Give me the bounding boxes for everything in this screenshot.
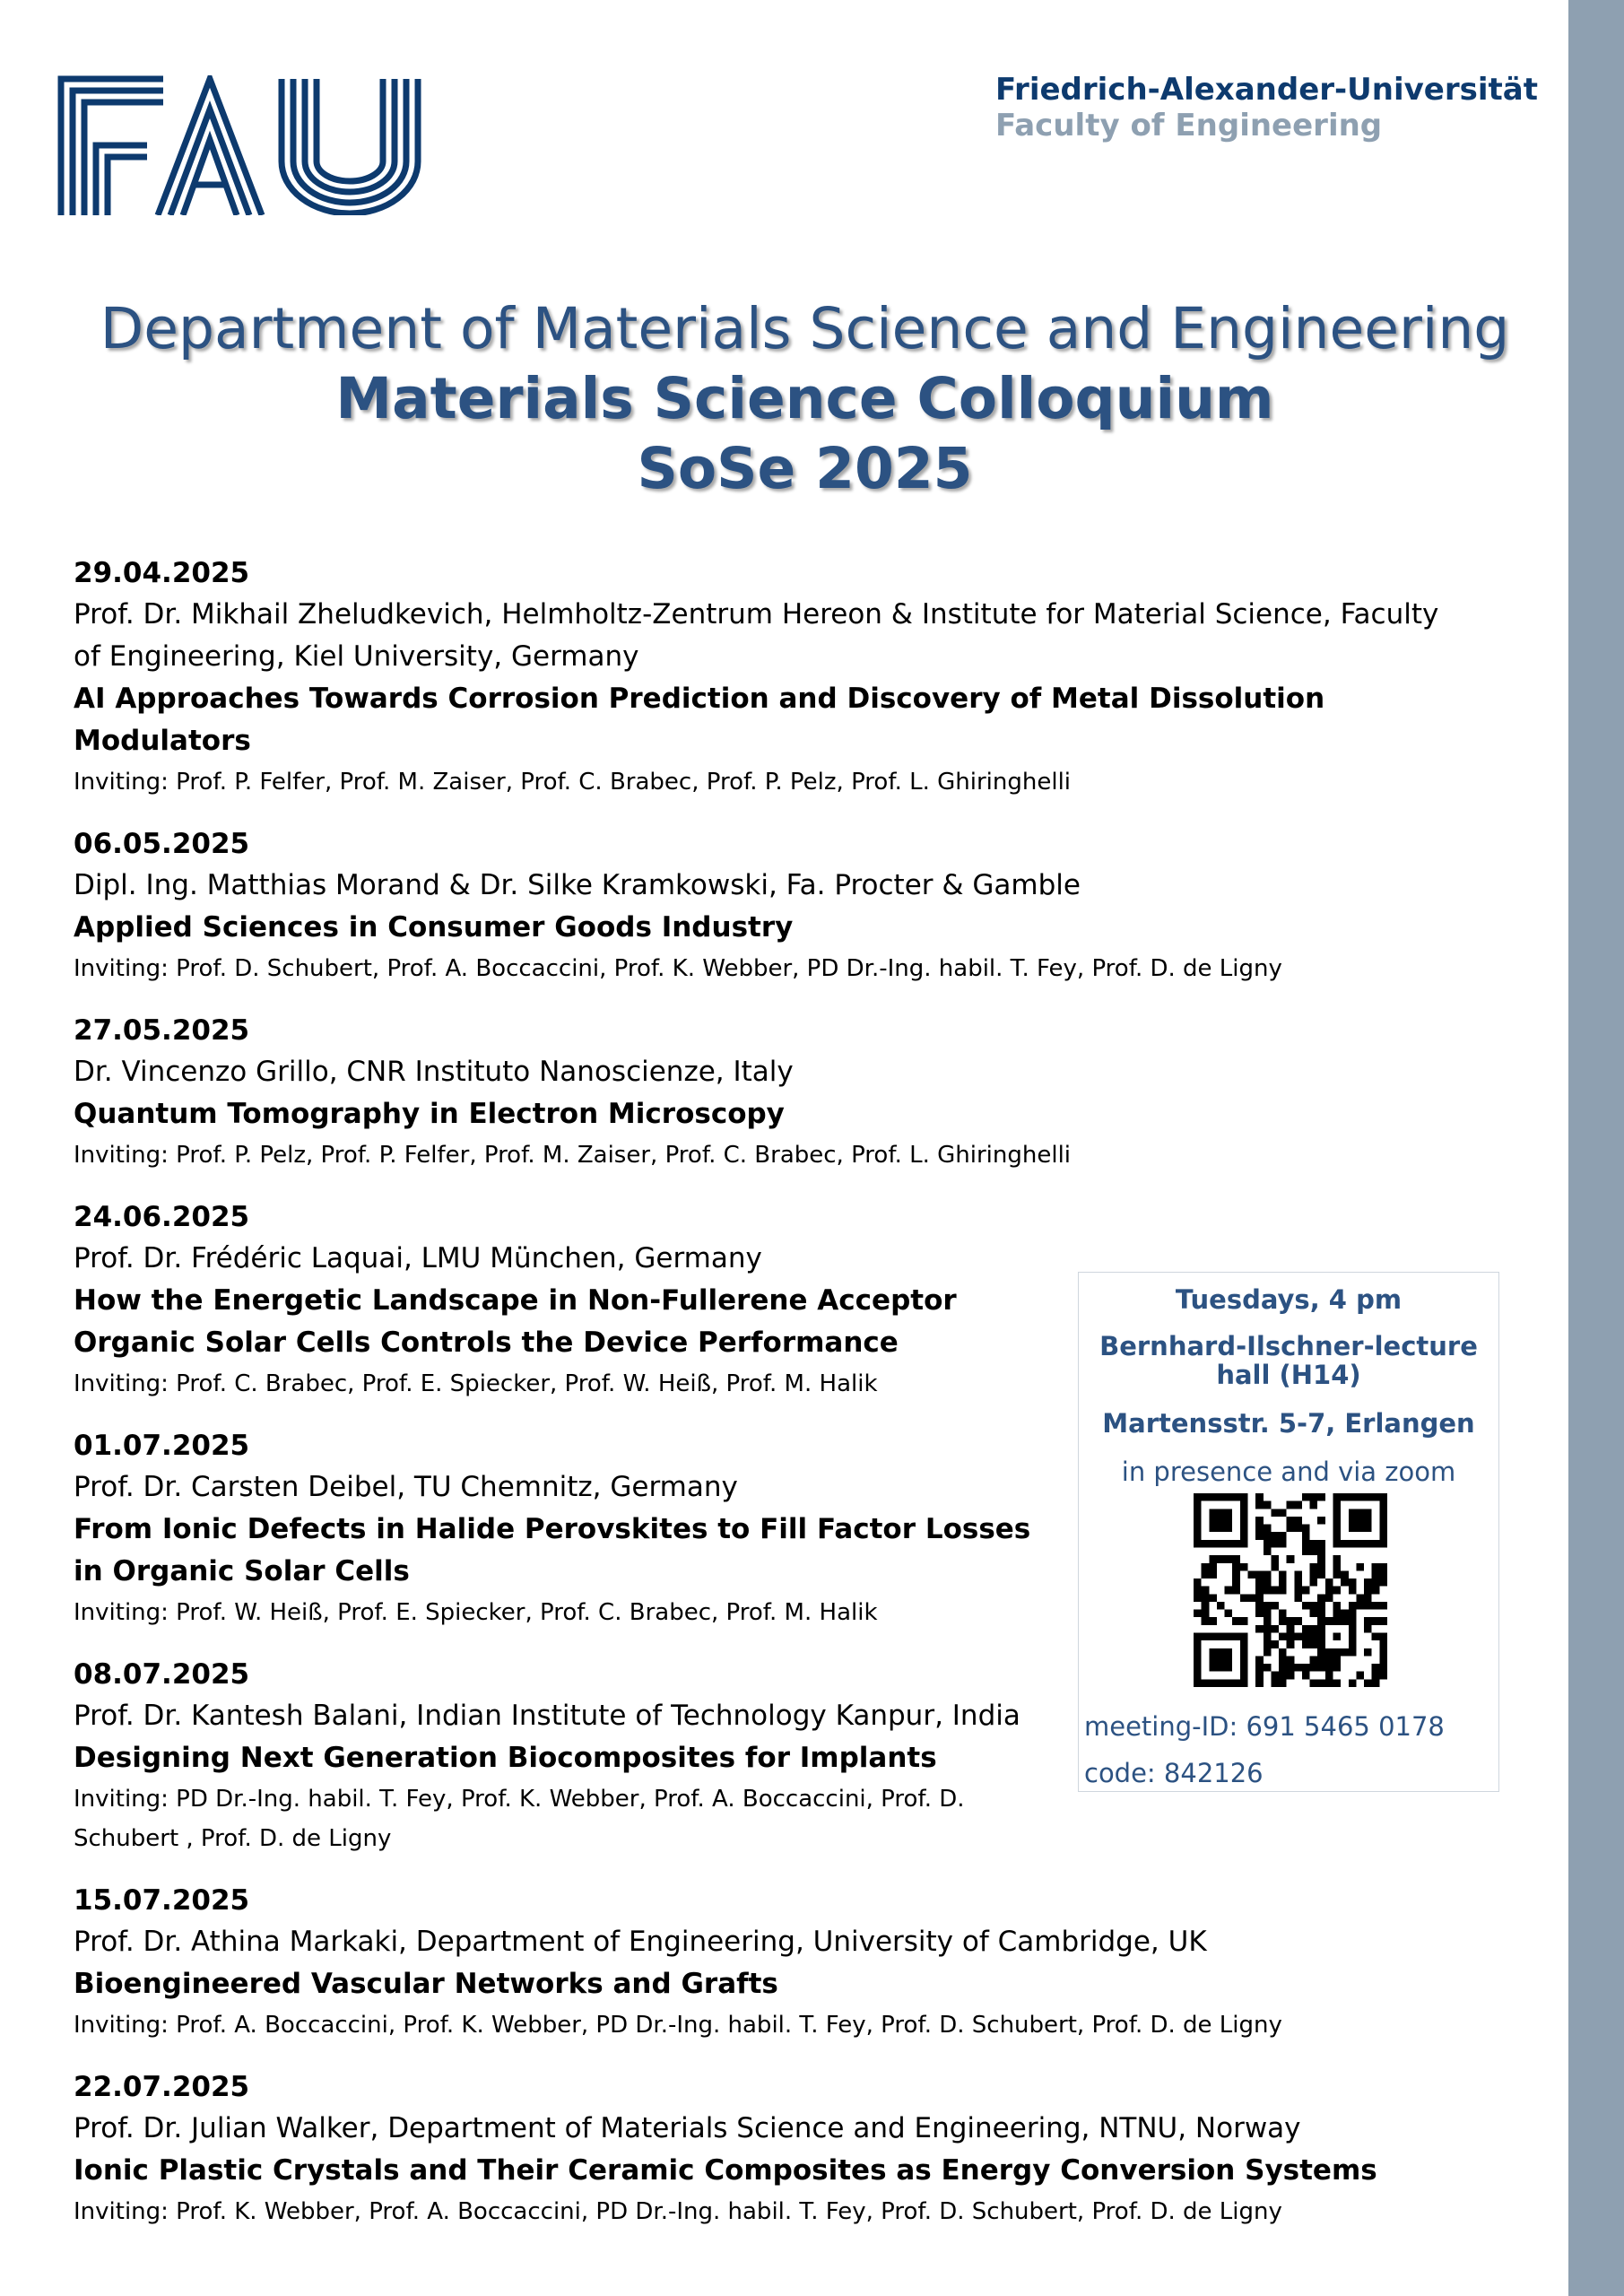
event-inviting: Inviting: Prof. P. Pelz, Prof. P. Felfer, Prof. M. Zaiser, Prof. C. Brabec, Prof. L. Ghiringhelli <box>74 1142 1072 1169</box>
zoom-meeting-id: meeting-ID: 691 5465 0178 <box>1084 1711 1445 1742</box>
poster-titles <box>0 294 1610 504</box>
event-date: 29.04.2025 <box>74 557 250 589</box>
event-item <box>74 2066 1472 2231</box>
fau-logo <box>57 75 425 215</box>
event-item <box>74 1880 1472 2045</box>
event-speaker: Prof. Dr. Frédéric Laquai, LMU München, Germany <box>74 1242 762 1274</box>
event-title: AI Approaches Towards Corrosion Prediction and Discovery of Metal Dissolution Modulators <box>74 683 1325 757</box>
event-date: 27.05.2025 <box>74 1014 250 1047</box>
info-mode: in presence and via zoom <box>1121 1457 1456 1487</box>
event-date: 08.07.2025 <box>74 1658 250 1691</box>
event-item <box>74 823 1472 988</box>
event-inviting: Inviting: Prof. W. Heiß, Prof. E. Spiecker, Prof. C. Brabec, Prof. M. Halik <box>74 1599 878 1626</box>
event-inviting: Inviting: Prof. C. Brabec, Prof. E. Spiecker, Prof. W. Heiß, Prof. M. Halik <box>74 1370 878 1397</box>
event-speaker: Dipl. Ing. Matthias Morand & Dr. Silke Kramkowski, Fa. Procter & Gamble <box>74 869 1081 901</box>
info-hall: Bernhard-Ilschner-lecture hall (H14) <box>1099 1331 1478 1390</box>
event-date: 01.07.2025 <box>74 1430 250 1462</box>
event-title: Designing Next Generation Biocomposites for Implants <box>74 1742 937 1774</box>
event-date: 24.06.2025 <box>74 1201 250 1233</box>
info-box <box>1078 1272 1499 1792</box>
event-date: 15.07.2025 <box>74 1884 250 1917</box>
colloquium-title: Materials Science Colloquium <box>335 366 1274 431</box>
department-title: Department of Materials Science and Engineering <box>100 296 1510 361</box>
event-inviting: Inviting: Prof. K. Webber, Prof. A. Boccaccini, PD Dr.-Ing. habil. T. Fey, Prof. D. Schubert, Prof. D. de Ligny <box>74 2198 1282 2225</box>
event-inviting: Inviting: Prof. D. Schubert, Prof. A. Boccaccini, Prof. K. Webber, PD Dr.-Ing. habil. T. Fey, Prof. D. de Ligny <box>74 955 1282 982</box>
event-item <box>74 552 1472 802</box>
event-speaker: Prof. Dr. Mikhail Zheludkevich, Helmholtz-Zentrum Hereon & Institute for Material Science, Faculty of Engineering, Kiel University, Germany <box>74 598 1439 673</box>
event-title: Bioengineered Vascular Networks and Grafts <box>74 1968 778 2000</box>
event-speaker: Prof. Dr. Carsten Deibel, TU Chemnitz, Germany <box>74 1471 738 1503</box>
zoom-code: code: 842126 <box>1084 1758 1264 1788</box>
info-address: Martensstr. 5-7, Erlangen <box>1102 1408 1475 1439</box>
event-item <box>74 1010 1472 1175</box>
info-time: Tuesdays, 4 pm <box>1175 1284 1403 1315</box>
faculty-name: Faculty of Engineering <box>995 108 1383 144</box>
event-date: 22.07.2025 <box>74 2071 250 2103</box>
qr-code-icon[interactable] <box>1194 1493 1387 1687</box>
semester-title: SoSe 2025 <box>637 436 973 501</box>
event-date: 06.05.2025 <box>74 828 250 860</box>
university-name: Friedrich-Alexander-Universität <box>995 72 1538 108</box>
event-inviting: Inviting: Prof. P. Felfer, Prof. M. Zaiser, Prof. C. Brabec, Prof. P. Pelz, Prof. L. Ghiringhelli <box>74 769 1072 796</box>
event-title: Ionic Plastic Crystals and Their Ceramic Composites as Energy Conversion Systems <box>74 2154 1377 2187</box>
event-title: Quantum Tomography in Electron Microscopy <box>74 1098 785 1130</box>
university-header <box>995 72 1538 144</box>
event-title: From Ionic Defects in Halide Perovskites to Fill Factor Losses in Organic Solar Cells <box>74 1513 1031 1587</box>
event-speaker: Dr. Vincenzo Grillo, CNR Instituto Nanoscienze, Italy <box>74 1056 794 1088</box>
event-inviting: Inviting: PD Dr.-Ing. habil. T. Fey, Prof. K. Webber, Prof. A. Boccaccini, Prof. D. Schubert , Prof. D. de Ligny <box>74 1786 965 1852</box>
event-title: How the Energetic Landscape in Non-Fullerene Acceptor Organic Solar Cells Controls the Device Performance <box>74 1284 957 1359</box>
event-speaker: Prof. Dr. Athina Markaki, Department of Engineering, University of Cambridge, UK <box>74 1926 1207 1958</box>
event-title: Applied Sciences in Consumer Goods Industry <box>74 911 794 944</box>
event-speaker: Prof. Dr. Kantesh Balani, Indian Institute of Technology Kanpur, India <box>74 1700 1020 1732</box>
event-speaker: Prof. Dr. Julian Walker, Department of Materials Science and Engineering, NTNU, Norway <box>74 2112 1301 2144</box>
event-inviting: Inviting: Prof. A. Boccaccini, Prof. K. Webber, PD Dr.-Ing. habil. T. Fey, Prof. D. Schubert, Prof. D. de Ligny <box>74 2012 1282 2039</box>
